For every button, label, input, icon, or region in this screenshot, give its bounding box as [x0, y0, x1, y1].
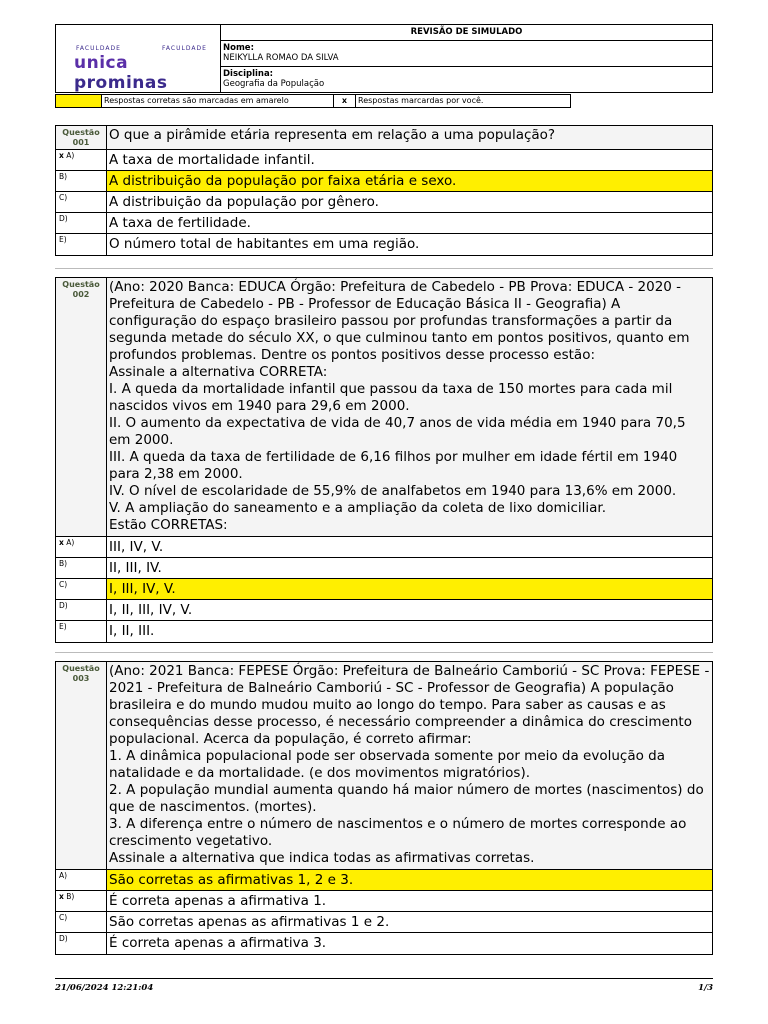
- option-text: A distribuição da população por faixa etária e sexo.: [107, 171, 712, 191]
- option-text: É correta apenas a afirmativa 3.: [109, 935, 327, 951]
- answer-option: [56, 579, 712, 600]
- stem-line: Assinale a alternativa CORRETA:: [109, 364, 328, 380]
- stem-line: O que a pirâmide etária representa em relação a uma população?: [109, 127, 556, 143]
- stem-line: 3. A diferença entre o número de nascimentos e o número de mortes corresponde ao crescimento vegetativo.: [109, 816, 687, 849]
- question-block: [55, 125, 713, 256]
- question-number: Questão 002: [56, 278, 107, 536]
- answer-option: [56, 870, 712, 891]
- option-letter: C): [56, 912, 107, 932]
- option-text: É correta apenas a afirmativa 1.: [109, 893, 327, 909]
- option-letter: D): [56, 213, 107, 233]
- option-text: I, II, III, IV, V.: [109, 602, 193, 618]
- yellow-swatch: [55, 94, 102, 108]
- answer-option: [56, 171, 712, 192]
- answer-option: [56, 558, 712, 579]
- option-text: A taxa de fertilidade.: [109, 215, 251, 231]
- option-letter: x B): [56, 891, 107, 911]
- option-letter: C): [56, 579, 107, 599]
- option-text: O número total de habitantes em uma região.: [109, 236, 420, 252]
- answer-option: [56, 621, 712, 642]
- option-text: I, III, IV, V.: [107, 579, 712, 599]
- question-number: Questão 001: [56, 126, 107, 149]
- stem-line: II. O aumento da expectativa de vida de 40,7 anos de vida média em 1940 para 70,5 em 2000.: [109, 415, 686, 448]
- stem-line: (Ano: 2021 Banca: FEPESE Órgão: Prefeitura de Balneário Camboriú - SC Prova: FEPESE - 2021 - Prefeitura de Balneário Camboriú - SC - Professor de Geografia) A população brasileira e do mundo mudou muito ao longo do tempo. Para saber as causas e as consequências desse processo, é necessário compreender a dinâmica do crescimento populacional. Acerca da população, é correto afirmar:: [109, 663, 710, 747]
- option-letter: A): [56, 870, 107, 890]
- question-block: [55, 661, 713, 955]
- stem-line: Estão CORRETAS:: [109, 517, 228, 533]
- option-letter: B): [56, 558, 107, 578]
- option-letter: B): [56, 171, 107, 191]
- answer-option: [56, 537, 712, 558]
- page-title: REVISÃO DE SIMULADO: [221, 25, 712, 41]
- answer-option: [56, 150, 712, 171]
- page-number: 1/3: [698, 983, 713, 993]
- option-letter: x A): [56, 537, 107, 557]
- stem-line: I. A queda da mortalidade infantil que passou da taxa de 150 mortes para cada mil nascidos vivos em 1940 para 29,6 em 2000.: [109, 381, 673, 414]
- legend-correct-text: Respostas corretas são marcadas em amarelo: [102, 94, 334, 108]
- question-stem: [56, 278, 712, 537]
- stem-line: 2. A população mundial aumenta quando há maior número de mortes (nascimentos) do que de nascimentos. (mortes).: [109, 782, 704, 815]
- stem-line: IV. O nível de escolaridade de 55,9% de analfabetos em 1940 para 13,6% em 2000.: [109, 483, 677, 499]
- option-text: A distribuição da população por gênero.: [109, 194, 379, 210]
- divider: [55, 268, 713, 269]
- question-stem: [56, 126, 712, 150]
- option-letter: E): [56, 234, 107, 255]
- legend-marked-symbol: x: [334, 94, 356, 108]
- answer-option: [56, 933, 712, 954]
- student-name: Nome: NEIKYLLA ROMAO DA SILVA: [221, 41, 712, 67]
- print-datetime: 21/06/2024 12:21:04: [55, 983, 154, 993]
- option-letter: D): [56, 933, 107, 954]
- option-letter: x A): [56, 150, 107, 170]
- divider: [55, 652, 713, 653]
- page-footer: [55, 978, 713, 993]
- stem-line: III. A queda da taxa de fertilidade de 6,16 filhos por mulher em idade fértil em 1940 para 2,38 em 2000.: [109, 449, 678, 482]
- option-text: I, II, III.: [109, 623, 155, 639]
- option-letter: E): [56, 621, 107, 642]
- stem-line: 1. A dinâmica populacional pode ser observada somente por meio da evolução da natalidade e da mortalidade. (e dos movimentos migratórios).: [109, 748, 666, 781]
- answer-option: [56, 891, 712, 912]
- answer-option: [56, 192, 712, 213]
- answer-option: [56, 912, 712, 933]
- answer-option: [56, 234, 712, 255]
- stem-line: V. A ampliação do saneamento e a ampliação da coleta de lixo domiciliar.: [109, 500, 607, 516]
- option-text: A taxa de mortalidade infantil.: [109, 152, 315, 168]
- answer-option: [56, 213, 712, 234]
- discipline: Disciplina: Geografia da População: [223, 69, 325, 89]
- exam-header: [55, 24, 713, 93]
- stem-line: (Ano: 2020 Banca: EDUCA Órgão: Prefeitura de Cabedelo - PB Prova: EDUCA - 2020 - Prefeitura de Cabedelo - PB - Professor de Educação Básica II - Geografia) A configuração do espaço brasileiro passou por profundas transformações a partir da segunda metade do século XX, o que culminou tanto em pontos positivos, quanto em profundos problemas. Dentre os pontos positivos desse processo estão:: [109, 279, 690, 363]
- institution-logo: FACULDADE FACULDADE unica prominas: [56, 25, 221, 92]
- option-letter: C): [56, 192, 107, 212]
- option-text: III, IV, V.: [109, 539, 164, 555]
- question-number: Questão 003: [56, 662, 107, 869]
- option-letter: D): [56, 600, 107, 620]
- question-block: [55, 277, 713, 643]
- stem-line: Assinale a alternativa que indica todas as afirmativas corretas.: [109, 850, 535, 866]
- option-text: São corretas as afirmativas 1, 2 e 3.: [107, 870, 712, 890]
- option-text: São corretas apenas as afirmativas 1 e 2.: [109, 914, 390, 930]
- option-text: II, III, IV.: [109, 560, 162, 576]
- answer-option: [56, 600, 712, 621]
- question-stem: [56, 662, 712, 870]
- legend-marked-text: Respostas marcardas por você.: [356, 94, 571, 108]
